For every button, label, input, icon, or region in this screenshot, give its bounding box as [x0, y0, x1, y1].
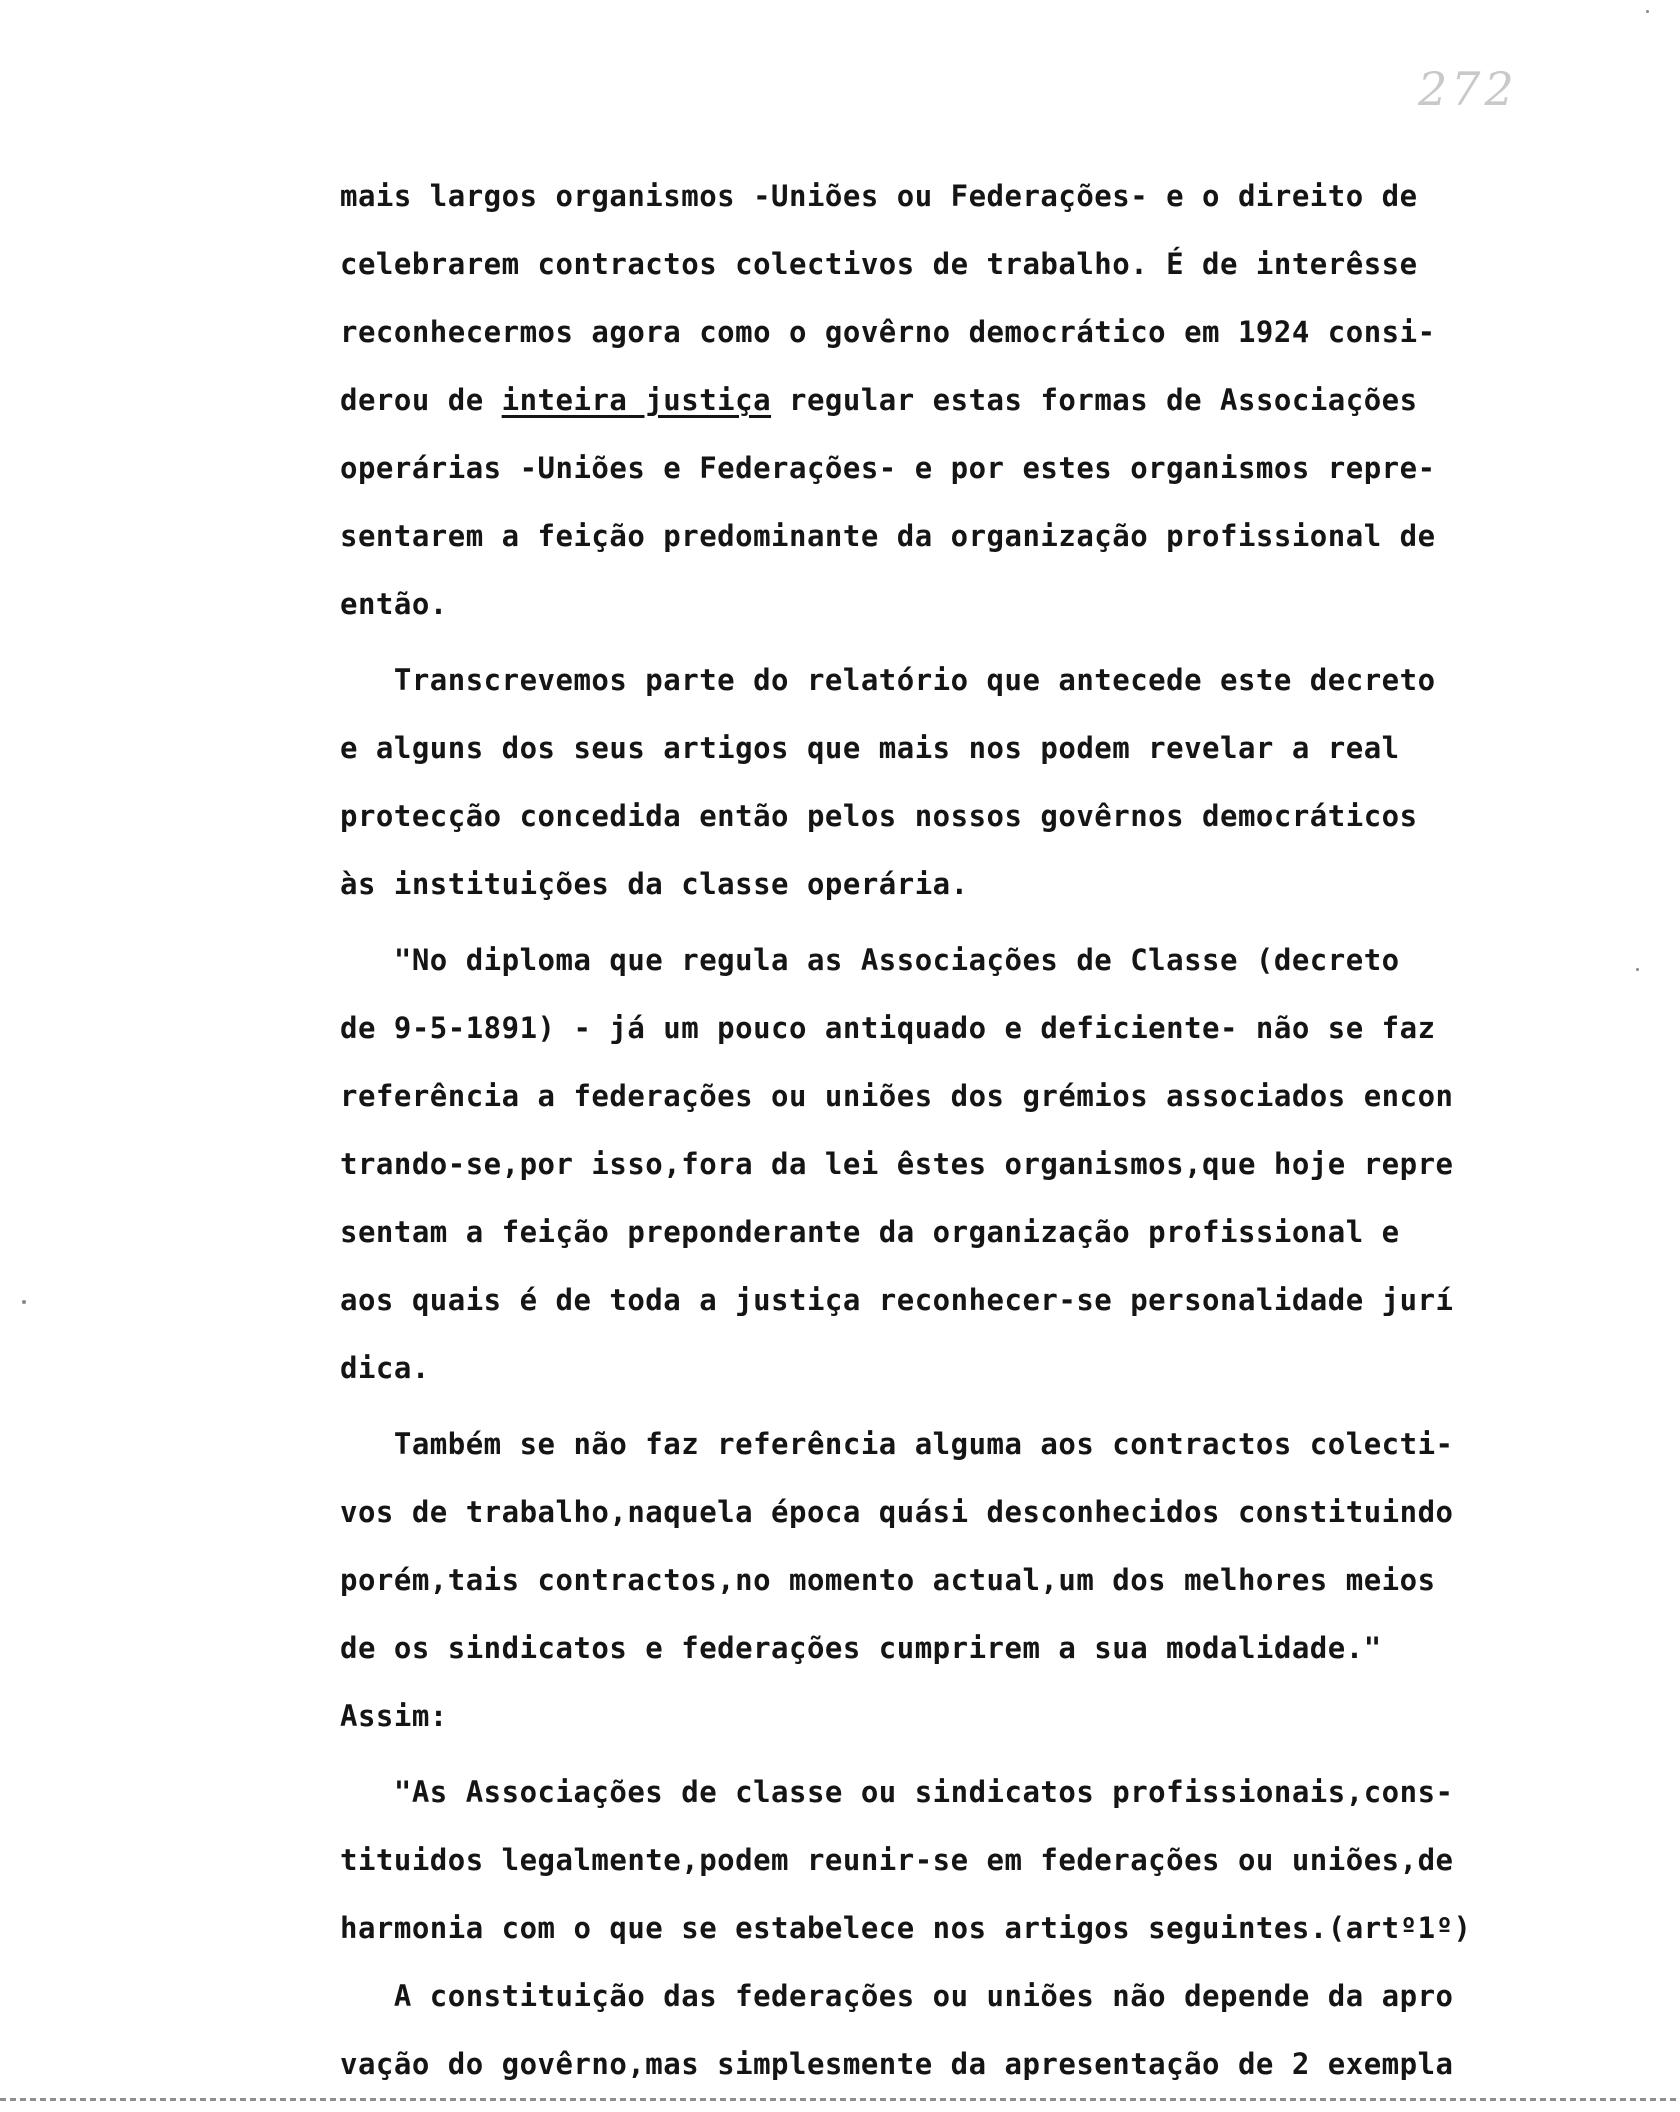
text-line: Assim:	[340, 1699, 448, 1733]
text-line: e alguns dos seus artigos que mais nos podem revelar a real	[340, 731, 1400, 765]
text-line: "No diploma que regula as Associações de Classe (decreto	[340, 943, 1400, 977]
text-line: referência a federações ou uniões dos grémios associados encon	[340, 1079, 1454, 1113]
text-line: sentam a feição preponderante da organização profissional e	[340, 1215, 1400, 1249]
text-segment: derou de	[340, 383, 502, 417]
text-line: protecção concedida então pelos nossos govêrnos democráticos	[340, 799, 1418, 833]
paragraph	[340, 162, 1580, 638]
text-line: então.	[340, 587, 448, 621]
scan-speck	[22, 1300, 26, 1304]
text-line	[340, 366, 1580, 434]
text-line: "As Associações de classe ou sindicatos profissionais,cons-	[340, 1775, 1454, 1809]
text-line: de 9-5-1891) - já um pouco antiquado e deficiente- não se faz	[340, 1011, 1436, 1045]
text-line: mais largos organismos -Uniões ou Federações- e o direito de	[340, 179, 1418, 213]
paragraph	[340, 926, 1580, 1402]
text-line: vos de trabalho,naquela época quási desconhecidos constituindo	[340, 1495, 1454, 1529]
text-line: Também se não faz referência alguma aos contractos colecti-	[340, 1427, 1454, 1461]
scan-edge-line	[0, 2098, 1680, 2101]
text-line: vação do govêrno,mas simplesmente da apresentação de 2 exempla	[340, 2047, 1454, 2081]
paragraph	[340, 1758, 1580, 2098]
page-number: 272	[1418, 62, 1518, 116]
scan-speck	[1636, 968, 1639, 971]
text-segment: regular estas formas de Associações	[771, 383, 1418, 417]
body-text	[340, 162, 1580, 2098]
scan-speck	[1646, 10, 1649, 13]
text-line: sentarem a feição predominante da organização profissional de	[340, 519, 1436, 553]
text-line: operárias -Uniões e Federações- e por estes organismos repre-	[340, 451, 1436, 485]
paragraph	[340, 646, 1580, 918]
text-line: harmonia com o que se estabelece nos artigos seguintes.(artº1º)	[340, 1911, 1472, 1945]
text-line: dica.	[340, 1351, 430, 1385]
text-line: reconhecermos agora como o govêrno democrático em 1924 consi-	[340, 315, 1436, 349]
underlined-phrase: inteira justiça	[501, 383, 772, 417]
text-line: aos quais é de toda a justiça reconhecer-se personalidade jurí	[340, 1283, 1454, 1317]
text-line: celebrarem contractos colectivos de trabalho. É de interêsse	[340, 247, 1418, 281]
text-line: Transcrevemos parte do relatório que antecede este decreto	[340, 663, 1436, 697]
text-line: A constituição das federações ou uniões não depende da apro	[340, 1979, 1454, 2013]
text-line: às instituições da classe operária.	[340, 867, 969, 901]
text-line: porém,tais contractos,no momento actual,um dos melhores meios	[340, 1563, 1436, 1597]
text-line: trando-se,por isso,fora da lei êstes organismos,que hoje repre	[340, 1147, 1454, 1181]
text-line: tituidos legalmente,podem reunir-se em federações ou uniões,de	[340, 1843, 1454, 1877]
paragraph	[340, 1410, 1580, 1750]
text-line: de os sindicatos e federações cumprirem a sua modalidade."	[340, 1631, 1382, 1665]
